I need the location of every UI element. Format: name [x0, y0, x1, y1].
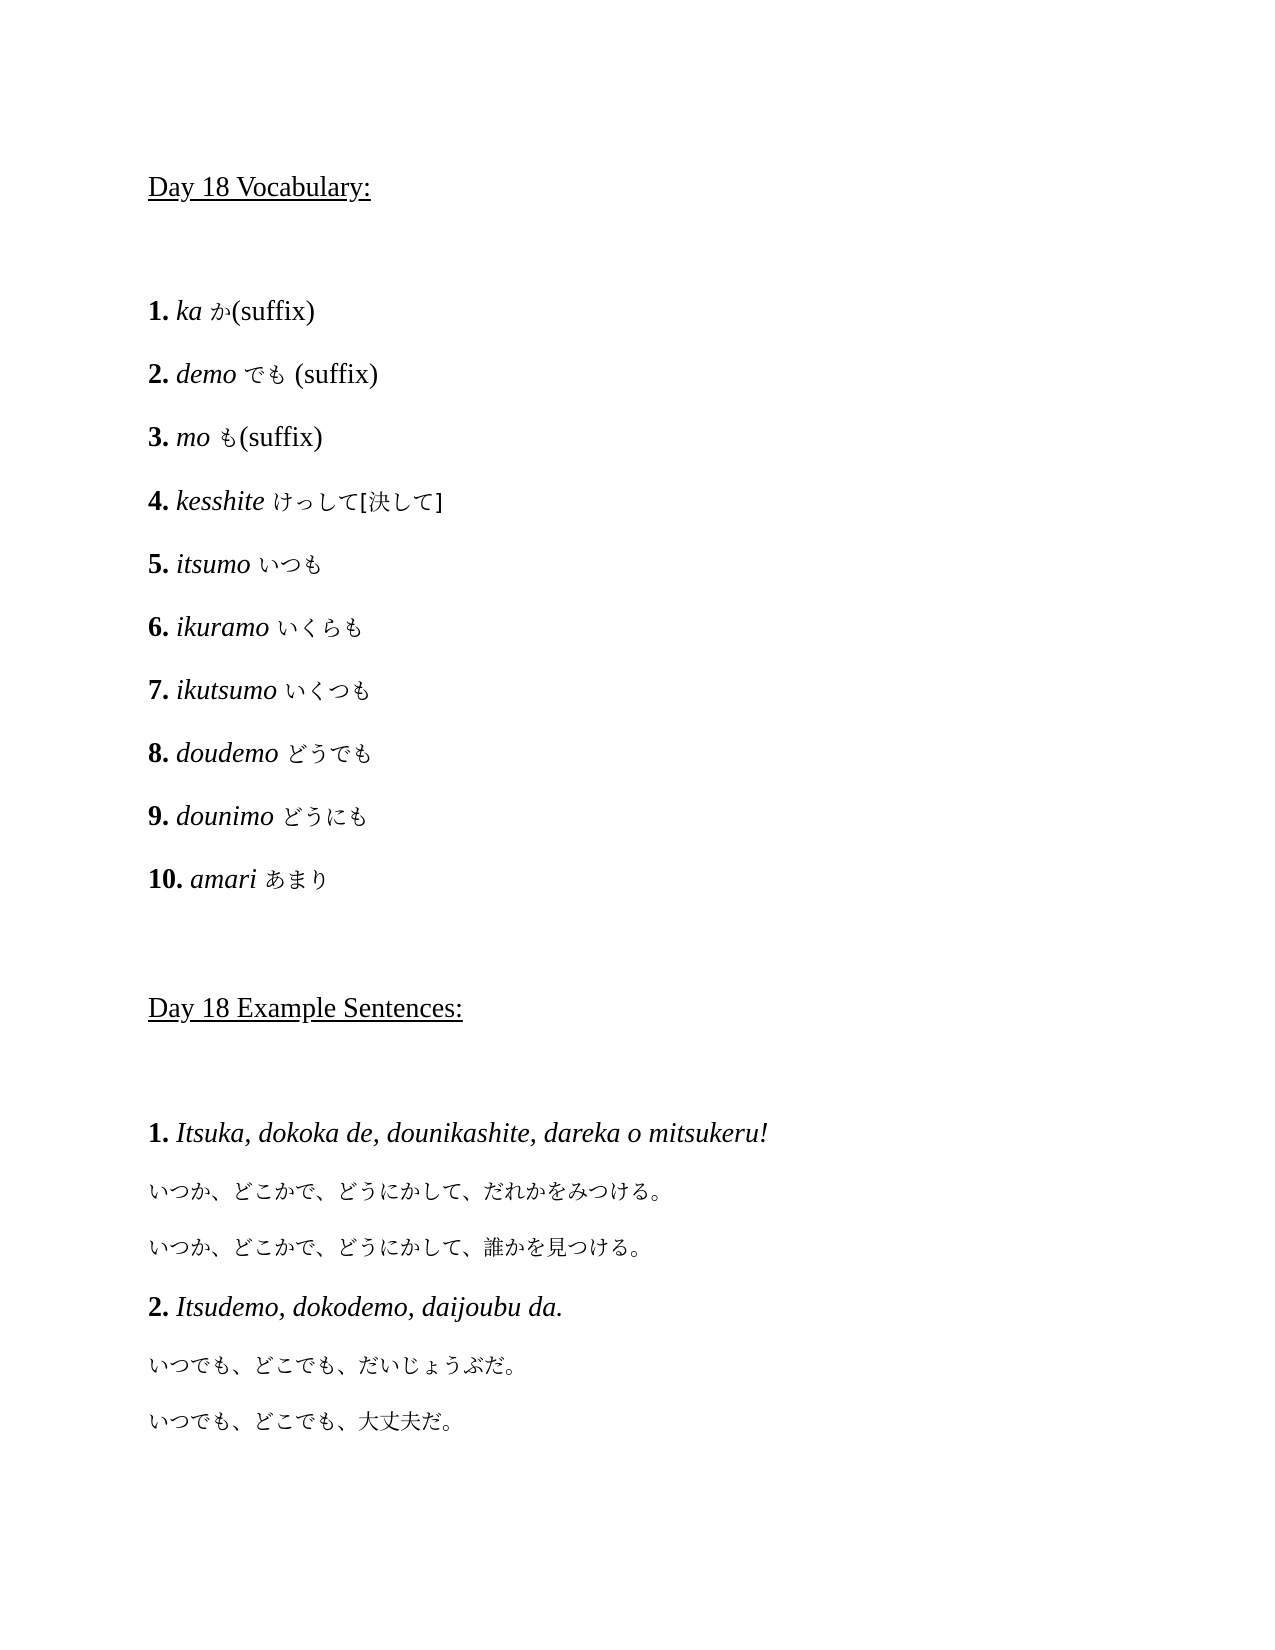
vocab-number: 9.	[148, 801, 169, 832]
vocab-romaji: ka	[176, 296, 203, 327]
vocab-item	[148, 740, 374, 768]
vocab-romaji: ikuramo	[176, 612, 270, 643]
vocab-item	[148, 677, 372, 705]
example-kanji: いつか、どこかで、どうにかして、誰かを見つける。	[148, 1236, 652, 1260]
vocab-romaji: kesshite	[176, 486, 265, 517]
vocab-romaji: itsumo	[176, 549, 251, 580]
vocab-number: 1.	[148, 296, 169, 327]
vocab-kana: どうにも	[281, 806, 370, 831]
example-number: 2.	[148, 1292, 169, 1323]
example-romaji: Itsuka, dokoka de, dounikashite, dareka o mitsukeru!	[176, 1118, 769, 1149]
vocab-number: 5.	[148, 549, 169, 580]
example-number: 1.	[148, 1118, 169, 1149]
vocab-number: 8.	[148, 738, 169, 769]
vocab-romaji: doudemo	[176, 738, 279, 769]
vocab-kana: いつも	[257, 554, 324, 579]
vocab-number: 3.	[148, 422, 169, 453]
example-kana: いつでも、どこでも、だいじょうぶだ。	[148, 1354, 526, 1378]
vocab-item	[148, 614, 364, 642]
vocab-item	[148, 803, 369, 831]
example-kanji: いつでも、どこでも、大丈夫だ。	[148, 1410, 463, 1434]
vocab-number: 10.	[148, 864, 183, 895]
vocab-number: 2.	[148, 359, 169, 390]
vocab-number: 6.	[148, 612, 169, 643]
vocab-item	[148, 488, 443, 516]
vocab-number: 4.	[148, 486, 169, 517]
vocab-item	[148, 424, 323, 452]
vocab-kana: でも	[243, 364, 288, 389]
example-kana: いつか、どこかで、どうにかして、だれかをみつける。	[148, 1180, 672, 1204]
vocab-note: [決して]	[359, 491, 443, 516]
vocab-note: (suffix)	[294, 359, 379, 390]
example-romaji: Itsudemo, dokodemo, daijoubu da.	[176, 1292, 564, 1323]
vocab-note: (suffix)	[231, 296, 315, 327]
vocab-kana: けっして	[271, 491, 360, 516]
vocab-number: 7.	[148, 675, 169, 706]
vocab-kana: いくらも	[276, 617, 365, 642]
example-romaji-line	[148, 1120, 768, 1148]
vocab-kana: も	[217, 427, 240, 452]
vocab-kana: あまり	[263, 869, 330, 894]
example-romaji-line	[148, 1294, 563, 1322]
vocab-romaji: ikutsumo	[176, 675, 278, 706]
vocab-item	[148, 298, 315, 326]
vocab-romaji: dounimo	[176, 801, 274, 832]
vocab-kana: か	[209, 301, 232, 326]
vocab-item	[148, 866, 330, 894]
vocab-kana: どうでも	[285, 743, 374, 768]
vocab-note: (suffix)	[239, 422, 323, 453]
vocabulary-heading: Day 18 Vocabulary:	[148, 172, 371, 203]
vocab-romaji: demo	[176, 359, 237, 390]
vocab-romaji: amari	[190, 864, 257, 895]
vocab-romaji: mo	[176, 422, 211, 453]
examples-heading: Day 18 Example Sentences:	[148, 993, 463, 1024]
vocab-item	[148, 361, 378, 389]
vocab-kana: いくつも	[284, 680, 373, 705]
vocab-item	[148, 551, 324, 579]
